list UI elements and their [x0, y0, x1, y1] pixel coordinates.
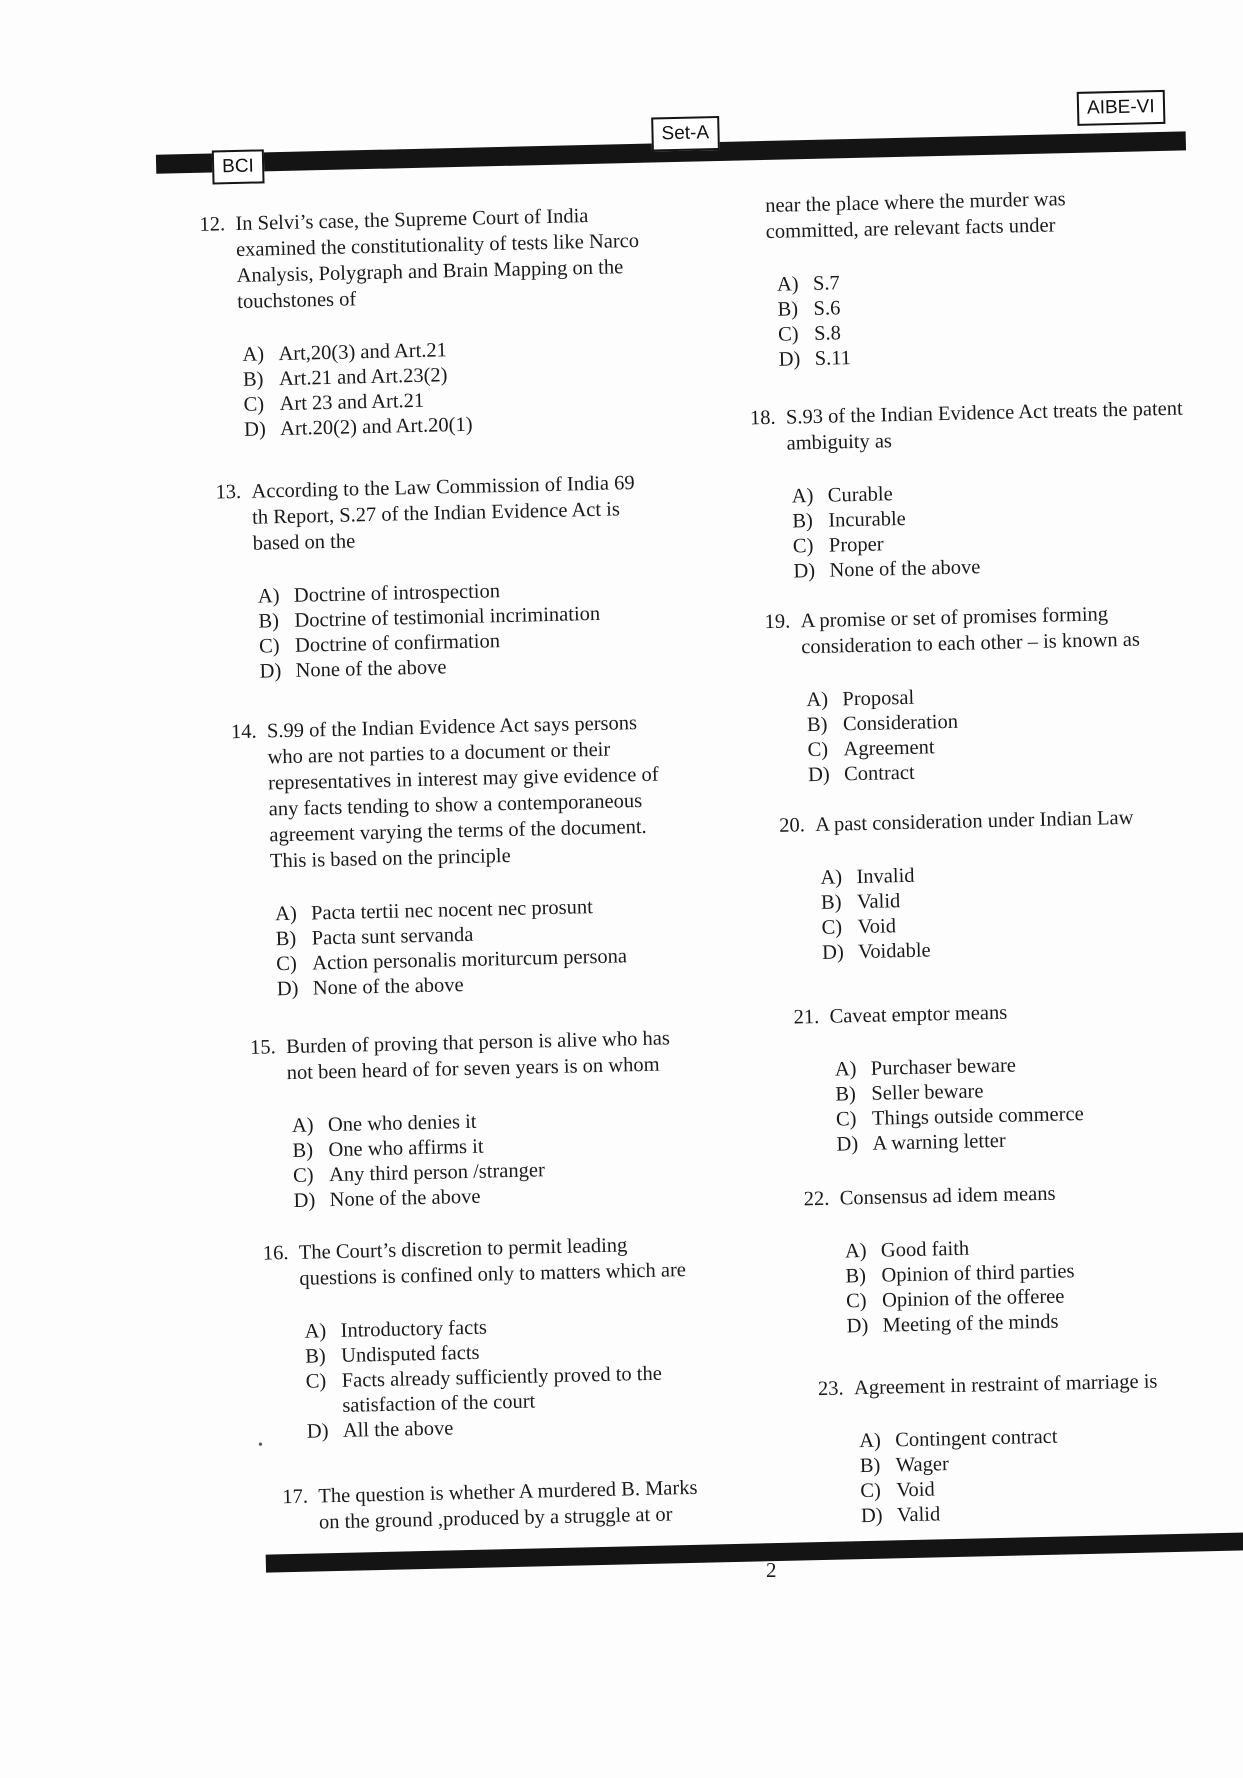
question-stem-continued [765, 184, 1146, 245]
option-c: C) Void [821, 915, 897, 939]
question-18 [750, 395, 1194, 585]
question-text: A past consideration under Indian Law [815, 806, 1134, 837]
question-number: 22. [803, 1187, 830, 1211]
question-text: Agreement in restraint of marriage is [853, 1370, 1158, 1400]
header-tag-left: BCI [212, 149, 264, 184]
option-list [752, 475, 1194, 585]
option-a: A) Doctrine of introspection [257, 580, 501, 608]
question-stem [764, 600, 1165, 661]
question-stem [282, 1475, 713, 1537]
option-b: B) Wager [859, 1453, 950, 1478]
option-b: B) S.6 [777, 297, 841, 321]
question-number: 14. [230, 720, 257, 744]
option-a: A) Proposal [806, 686, 915, 712]
question-text-continued: near the place where the murder was committed, are relevant facts under [764, 188, 1066, 243]
question-number: 19. [764, 610, 791, 634]
option-a: A) Contingent contract [858, 1425, 1058, 1453]
option-list [202, 334, 644, 444]
option-list [805, 1231, 1207, 1340]
question-12 [199, 202, 644, 444]
option-d: D) All the above [306, 1417, 454, 1443]
question-stem [215, 470, 657, 558]
question-stem [250, 1025, 691, 1087]
option-b: B) Opinion of third parties [845, 1260, 1075, 1288]
question-text: The Court’s discretion to permit leading questions is confined only to matters which are [298, 1234, 687, 1290]
option-d: D) None of the above [793, 556, 981, 583]
question-text: S.93 of the Indian Evidence Act treats the patent ambiguity as [785, 397, 1183, 455]
option-a: A) Good faith [844, 1237, 970, 1263]
option-b: B) Consideration [806, 710, 959, 737]
option-d: D) Art.20(2) and Art.20(1) [243, 413, 473, 441]
option-a: A) Art,20(3) and Art.21 [242, 339, 448, 366]
option-b: B) Art.21 and Art.23(2) [242, 364, 448, 391]
question-stem [231, 709, 664, 875]
option-a: A) Curable [791, 483, 893, 508]
option-b: B) Seller beware [835, 1080, 984, 1106]
option-b: B) One who affirms it [292, 1135, 484, 1162]
question-text: In Selvi’s case, the Supreme Court of India examined the constitutionality of tests like Narco Analysis, Polygraph and Brain Mapping on the touchstones of [235, 205, 640, 313]
option-c: C) S.8 [777, 322, 842, 346]
question-15 [250, 1025, 694, 1215]
question-text: According to the Law Commission of India 69 th Report, S.27 of the Indian Evidence Act is based on the [251, 472, 635, 555]
question-number: 16. [262, 1242, 289, 1265]
question-14 [231, 709, 667, 1003]
question-20 [779, 803, 1202, 966]
option-c: C) Art 23 and Art.21 [243, 389, 425, 416]
question-number: 23. [817, 1377, 844, 1401]
question-number: 13. [215, 480, 242, 504]
footer-rule [266, 1532, 1243, 1572]
question-stem [263, 1231, 694, 1293]
option-a: A) Pacta tertii nec nocent nec prosunt [274, 896, 594, 926]
question-number: 15. [249, 1036, 277, 1059]
option-list [252, 1105, 694, 1215]
question-16 [263, 1231, 698, 1446]
question-stem [803, 1177, 1203, 1212]
option-d: D) Contract [807, 761, 915, 787]
option-list [218, 576, 660, 686]
question-23 [818, 1367, 1221, 1530]
option-c: C) Doctrine of confirmation [258, 630, 501, 658]
header-tag-right: AIBE-VI [1077, 90, 1165, 126]
question-text: The question is whether A murdered B. Marks on the ground ,produced by a struggle at or [318, 1476, 698, 1534]
question-stem [818, 1367, 1218, 1402]
option-b: B) Undisputed facts [304, 1341, 480, 1368]
question-number: 17. [282, 1485, 309, 1509]
option-a: A) Introductory facts [304, 1316, 488, 1343]
option-c: C) Void [860, 1478, 935, 1503]
question-19 [764, 600, 1168, 789]
option-a: A) Purchaser beware [834, 1054, 1017, 1081]
option-d: D) Meeting of the minds [846, 1310, 1059, 1338]
option-b: B) Valid [820, 890, 901, 914]
option-c: C) Facts already sufficiently proved to the satisfaction of the court [305, 1362, 663, 1417]
option-d: D) Valid [860, 1503, 941, 1528]
option-a: A) Invalid [820, 864, 915, 889]
option-b: B) Doctrine of testimonial incrimination [258, 602, 601, 633]
scan-speck: • [258, 1438, 263, 1453]
option-list [264, 1311, 697, 1446]
option-d: D) S.11 [778, 347, 852, 371]
option-b: B) Pacta sunt servanda [275, 923, 474, 951]
option-a: A) One who denies it [291, 1110, 477, 1137]
question-number: 21. [793, 1005, 820, 1029]
page-number: 2 [766, 1558, 777, 1582]
header-tag-center: Set-A [651, 116, 719, 152]
question-21 [793, 995, 1196, 1158]
option-d: D) None of the above [259, 656, 447, 683]
option-d: D) None of the above [293, 1185, 481, 1212]
option-d: D) None of the above [276, 974, 464, 1001]
option-b: B) Incurable [792, 507, 906, 533]
question-17-continued [765, 184, 1149, 373]
option-d: D) A warning letter [836, 1129, 1006, 1156]
option-c: C) Opinion of the offeree [845, 1285, 1065, 1313]
option-list [819, 1421, 1221, 1530]
option-list [235, 893, 667, 1003]
question-13 [215, 470, 660, 686]
question-text: S.99 of the Indian Evidence Act says persons who are not parties to a document or their representatives in interest may give evidence of any facts tending to show a contemporaneous agreement varying the terms of the document. This is based on the principle [266, 712, 659, 873]
option-a: A) S.7 [776, 272, 840, 296]
option-c: C) Action personalis moriturcum persona [276, 945, 628, 976]
question-stem [793, 995, 1193, 1030]
option-list [795, 1049, 1197, 1158]
option-c: C) Agreement [807, 736, 935, 762]
question-text: Consensus ad idem means [839, 1182, 1056, 1210]
question-stem [750, 395, 1191, 457]
question-text: Caveat emptor means [829, 1001, 1008, 1028]
question-text: Burden of proving that person is alive who has not been heard of for seven years is on whom [285, 1027, 671, 1085]
option-c: C) Any third person /stranger [292, 1159, 546, 1187]
option-c: C) Proper [792, 533, 884, 558]
question-22 [803, 1177, 1206, 1340]
option-d: D) Voidable [821, 939, 931, 964]
option-list [767, 264, 1149, 373]
option-list [766, 680, 1168, 789]
question-number: 20. [779, 814, 806, 837]
option-c: C) Things outside commerce [835, 1103, 1084, 1131]
question-number: 18. [749, 406, 776, 430]
question-number: 12. [199, 213, 226, 236]
question-stem [779, 803, 1199, 839]
question-17 [282, 1475, 713, 1537]
question-text: A promise or set of promises forming consideration to each other – is known as [800, 603, 1141, 659]
question-stem [199, 202, 641, 316]
option-list [780, 857, 1202, 967]
